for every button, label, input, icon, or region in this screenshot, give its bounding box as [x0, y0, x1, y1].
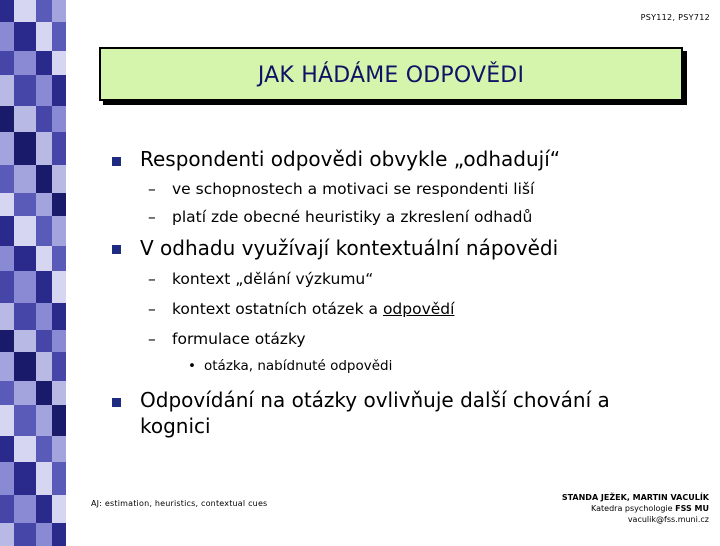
stripe-square — [36, 246, 52, 271]
dot-icon: • — [188, 358, 196, 374]
stripe-square — [36, 165, 52, 193]
slide-title: JAK HÁDÁME ODPOVĚDI — [257, 63, 525, 88]
stripe-square — [36, 75, 52, 106]
bullet-square-icon — [112, 245, 121, 254]
stripe-square — [52, 523, 66, 546]
stripe-square — [52, 106, 66, 132]
stripe-square — [36, 436, 52, 462]
footer-email: vaculik@fss.muni.cz — [627, 515, 709, 524]
stripe-square — [36, 132, 52, 165]
stripe-square — [36, 303, 52, 330]
stripe-square — [36, 216, 52, 246]
stripe-square — [36, 405, 52, 436]
stripe-square — [52, 330, 66, 352]
stripe-square — [0, 436, 14, 462]
stripe-square — [14, 165, 36, 193]
dash-icon: – — [148, 330, 156, 348]
stripe-square — [0, 193, 14, 216]
footer-authors-block — [562, 492, 709, 525]
footer-keywords: AJ: estimation, heuristics, contextual cues — [91, 499, 268, 508]
stripe-square — [52, 75, 66, 106]
sub-sub-bullet — [188, 357, 392, 375]
sub-bullet-text: formulace otázky — [172, 330, 306, 348]
stripe-square — [0, 352, 14, 381]
stripe-square — [14, 193, 36, 216]
stripe-square — [36, 106, 52, 132]
stripe-square — [14, 132, 36, 165]
footer-authors: STANDA JEŽEK, MARTIN VACULÍK — [561, 493, 709, 502]
stripe-square — [14, 436, 36, 462]
stripe-square — [52, 0, 66, 22]
stripe-square — [52, 352, 66, 381]
stripe-square — [14, 303, 36, 330]
bullet-text: Odpovídání na otázky ovlivňuje další chování a — [140, 388, 610, 412]
stripe-square — [36, 462, 52, 495]
stripe-square — [14, 246, 36, 271]
stripe-square — [0, 381, 14, 405]
stripe-square — [52, 405, 66, 436]
stripe-square — [36, 495, 52, 523]
stripe-square — [52, 193, 66, 216]
stripe-square — [14, 0, 36, 22]
title-box — [99, 47, 683, 101]
bullet-text: kognici — [140, 414, 211, 438]
stripe-square — [14, 495, 36, 523]
stripe-square — [52, 303, 66, 330]
stripe-square — [0, 271, 14, 303]
stripe-square — [52, 246, 66, 271]
sub-bullet-text: platí zde obecné heuristiky a zkreslení odhadů — [172, 208, 533, 226]
stripe-square — [0, 75, 14, 106]
dash-icon: – — [148, 300, 156, 318]
stripe-square — [0, 462, 14, 495]
stripe-square — [14, 271, 36, 303]
stripe-square — [0, 51, 14, 75]
stripe-square — [52, 495, 66, 523]
stripe-square — [0, 495, 14, 523]
stripe-square — [14, 330, 36, 352]
sub-bullet — [148, 298, 454, 320]
stripe-square — [0, 303, 14, 330]
stripe-square — [36, 352, 52, 381]
stripe-square — [0, 106, 14, 132]
stripe-square — [52, 51, 66, 75]
stripe-square — [52, 132, 66, 165]
course-code: PSY112, PSY712 — [640, 13, 710, 22]
sub-bullet-text: kontext „dělání výzkumu“ — [172, 270, 374, 288]
sub-sub-bullet-text: otázka, nabídnuté odpovědi — [204, 358, 393, 374]
stripe-square — [36, 271, 52, 303]
sub-bullet — [148, 268, 373, 290]
stripe-square — [36, 381, 52, 405]
stripe-square — [14, 462, 36, 495]
stripe-square — [52, 436, 66, 462]
stripe-square — [14, 352, 36, 381]
decorative-stripe — [0, 0, 66, 540]
stripe-square — [0, 405, 14, 436]
stripe-square — [14, 75, 36, 106]
stripe-square — [14, 405, 36, 436]
stripe-square — [52, 462, 66, 495]
department-bold: FSS MU — [675, 504, 709, 513]
stripe-square — [0, 22, 14, 51]
stripe-square — [36, 193, 52, 216]
stripe-square — [36, 330, 52, 352]
stripe-square — [0, 0, 14, 22]
sub-bullet-text: kontext ostatních otázek a — [172, 300, 383, 318]
bullet-text: Respondenti odpovědi obvykle „odhadují“ — [140, 147, 561, 171]
stripe-square — [14, 106, 36, 132]
dash-icon: – — [148, 180, 156, 198]
sub-bullet-text: ve schopnostech a motivaci se respondenti liší — [172, 180, 535, 198]
stripe-square — [14, 22, 36, 51]
stripe-square — [36, 0, 52, 22]
sub-bullet — [148, 206, 532, 228]
sub-bullet — [148, 328, 306, 350]
stripe-square — [14, 216, 36, 246]
stripe-square — [52, 216, 66, 246]
stripe-square — [0, 330, 14, 352]
bullet-text: V odhadu využívají kontextuální nápovědi — [140, 236, 559, 260]
sub-bullet — [148, 178, 534, 200]
stripe-square — [36, 22, 52, 51]
department-prefix: Katedra psychologie — [591, 504, 676, 513]
stripe-square — [52, 22, 66, 51]
stripe-square — [14, 523, 36, 546]
bullet-square-icon — [112, 157, 121, 166]
stripe-square — [14, 51, 36, 75]
dash-icon: – — [148, 208, 156, 226]
dash-icon: – — [148, 270, 156, 288]
stripe-square — [0, 246, 14, 271]
hyperlink-odpovedi[interactable]: odpovědí — [382, 300, 455, 318]
stripe-square — [0, 132, 14, 165]
stripe-square — [14, 381, 36, 405]
stripe-square — [36, 523, 52, 546]
stripe-square — [0, 523, 14, 546]
bullet-square-icon — [112, 398, 121, 407]
stripe-square — [36, 51, 52, 75]
stripe-square — [52, 381, 66, 405]
stripe-square — [52, 165, 66, 193]
stripe-square — [52, 271, 66, 303]
stripe-square — [0, 216, 14, 246]
footer-department — [562, 503, 709, 514]
stripe-square — [0, 165, 14, 193]
